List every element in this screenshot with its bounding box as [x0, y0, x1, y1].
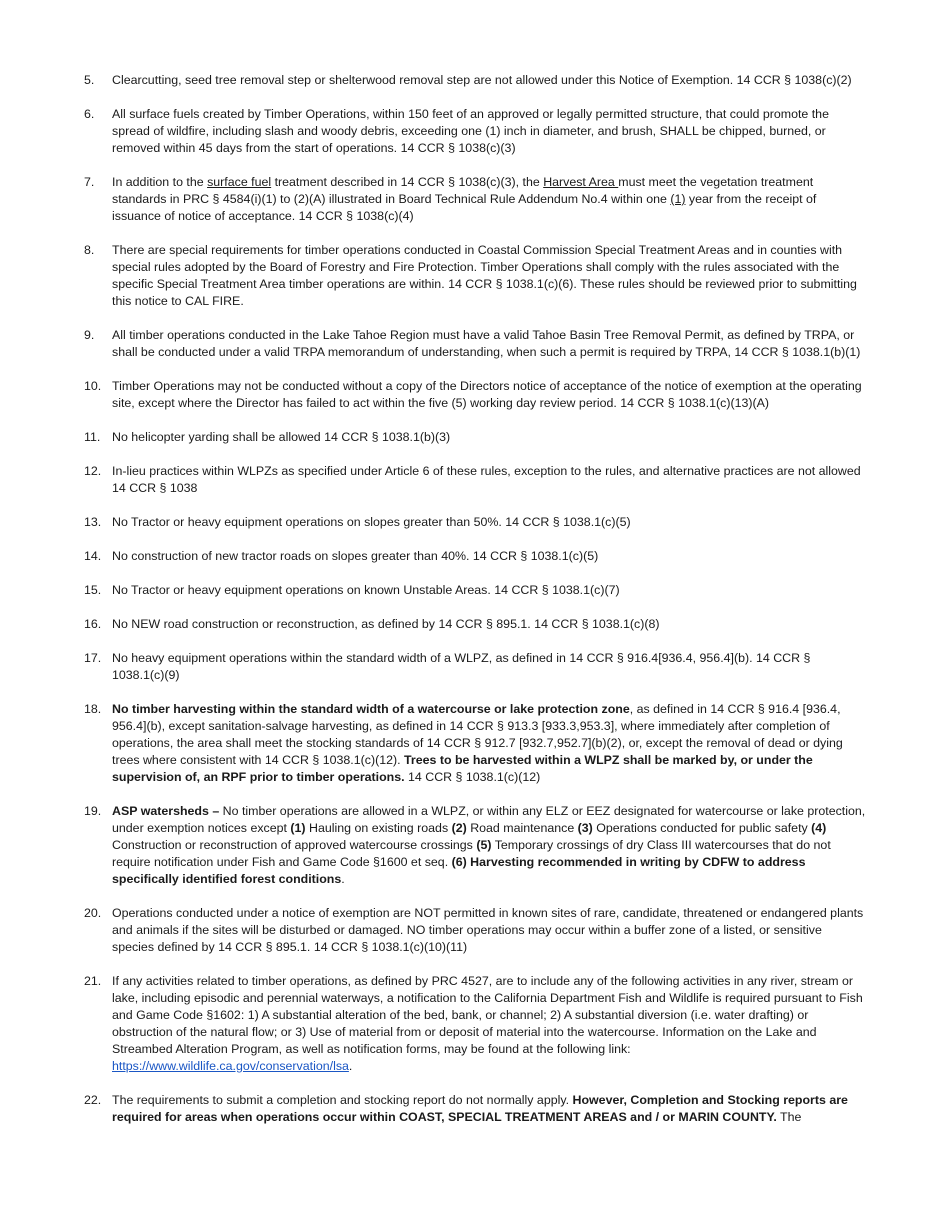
item-number: 21.: [84, 974, 102, 988]
underlined-text: surface fuel: [207, 175, 272, 189]
item-text: [112, 583, 620, 597]
item-text: [112, 1093, 848, 1124]
text-segment: Operations conducted under a notice of exemption are NOT permitted in known sites of rare, candidate, threatened or endangered plants and animals if the sites will be disturbed or damaged. NO timber operations may occur within a buffer zone of a listed, or sensitive species defined by 14 CCR § 895.1. 14 CCR § 1038.1(c)(10)(11): [112, 906, 864, 954]
bold-text: (6) Harvesting recommended in writing by CDFW to address specifically identified forest conditions: [112, 855, 806, 886]
underlined-text: Harvest Area: [543, 175, 619, 189]
text-segment: All surface fuels created by Timber Operations, within 150 feet of an approved or legally permitted structure, that could promote the spread of wildfire, including slash and woody debris, exceeding one (1) inch in diameter, and brush, SHALL be chipped, burned, or removed within 45 days from the start of operations. 14 CCR § 1038(c)(3): [112, 107, 829, 155]
text-segment: All timber operations conducted in the Lake Tahoe Region must have a valid Tahoe Basin Tree Removal Permit, as defined by TRPA, or shall be conducted under a valid TRPA memorandum of understanding, when such a permit is required by TRPA, 14 CCR § 1038.1(b)(1): [112, 328, 861, 359]
bold-text: However, Completion and Stocking reports are required for areas when operations occur within COAST, SPECIAL TREATMENT AREAS and / or MARIN COUNTY.: [112, 1093, 848, 1124]
list-item: [84, 106, 866, 157]
list-item: [84, 1092, 866, 1126]
item-number: 16.: [84, 617, 102, 631]
item-text: [112, 175, 816, 223]
text-segment: No heavy equipment operations within the standard width of a WLPZ, as defined in 14 CCR § 916.4[936.4, 956.4](b). 14 CCR § 1038.1(c)(9): [112, 651, 811, 682]
list-item: [84, 378, 866, 412]
text-segment: In-lieu practices within WLPZs as specified under Article 6 of these rules, exception to the rules, and alternative practices are not allowed 14 CCR § 1038: [112, 464, 861, 495]
text-segment: Construction or reconstruction of approved watercourse crossings: [112, 838, 477, 852]
item-text: [112, 243, 857, 308]
list-item: [84, 429, 866, 446]
list-item: [84, 72, 866, 89]
text-segment: In addition to the: [112, 175, 208, 189]
underlined-text: (1): [670, 192, 686, 206]
item-number: 15.: [84, 583, 102, 597]
text-segment: year from the receipt of issuance of notice of acceptance. 14 CCR § 1038(c)(4): [112, 192, 817, 223]
text-segment: .: [341, 872, 345, 886]
list-item: [84, 582, 866, 599]
text-segment: No Tractor or heavy equipment operations on slopes greater than 50%. 14 CCR § 1038.1(c)(5): [112, 515, 631, 529]
list-item: [84, 701, 866, 786]
text-segment: Hauling on existing roads: [305, 821, 452, 835]
item-text: [112, 328, 860, 359]
item-text: [112, 974, 863, 1073]
item-number: 9.: [84, 328, 95, 342]
item-text: [112, 804, 865, 886]
text-segment: Timber Operations may not be conducted without a copy of the Directors notice of acceptance of the notice of exemption at the operating site, except where the Director has failed to act within the five (5) working day review period. 14 CCR § 1038.1(c)(13)(A): [112, 379, 862, 410]
item-number: 19.: [84, 804, 102, 818]
list-item: [84, 327, 866, 361]
list-item: [84, 174, 866, 225]
list-item: [84, 548, 866, 565]
text-segment: 14 CCR § 1038.1(c)(12): [404, 770, 541, 784]
text-segment: must meet the vegetation treatment standards in PRC § 4584(i)(1) to (2)(A) illustrated in Board Technical Rule Addendum No.4 within one: [112, 175, 814, 206]
item-number: 17.: [84, 651, 102, 665]
bold-text: (2): [451, 821, 467, 835]
text-segment: No NEW road construction or reconstruction, as defined by 14 CCR § 895.1. 14 CCR § 1038.1(c)(8): [112, 617, 660, 631]
item-number: 5.: [84, 73, 95, 87]
list-item: [84, 514, 866, 531]
rules-list: [84, 72, 866, 1143]
item-text: [112, 549, 598, 563]
item-text: [112, 515, 631, 529]
item-number: 8.: [84, 243, 95, 257]
text-segment: treatment described in 14 CCR § 1038(c)(3), the: [271, 175, 544, 189]
item-text: [112, 702, 843, 784]
text-segment: There are special requirements for timber operations conducted in Coastal Commission Special Treatment Areas and in counties with special rules adopted by the Board of Forestry and Fire Protection. Timber Operations shall comply with the rules associated with the specific Special Treatment Area timber operations are within. 14 CCR § 1038.1(c)(6). These rules should be reviewed prior to submitting this notice to CAL FIRE.: [112, 243, 857, 308]
text-segment: No helicopter yarding shall be allowed 14 CCR § 1038.1(b)(3): [112, 430, 451, 444]
text-segment: Operations conducted for public safety: [592, 821, 812, 835]
item-number: 11.: [84, 430, 101, 444]
text-segment: .: [348, 1059, 353, 1073]
text-segment: , as defined in 14 CCR § 916.4 [936.4, 956.4](b), except sanitation-salvage harvesting, as defined in 14 CCR § 913.3 [933.3,953.3], where immediately after completion of operations, the area shall meet the stocking standards of 14 CCR § 912.7 [932.7,952.7](b)(2), or, except the removal of dead or dying trees where consistent with 14 CCR § 1038.1(c)(12).: [112, 702, 843, 767]
item-number: 18.: [84, 702, 102, 716]
text-segment: If any activities related to timber operations, as defined by PRC 4527, are to include any of the following activities in any river, stream or lake, including episodic and perennial waterways, a notification to the California Department Fish and Wildlife is required pursuant to Fish and Game Code §1602: 1) A substantial alteration of the bed, bank, or channel; 2) A substantial diversion (i.e. water drafting) or obstruction of the natural flow; or 3) Use of material from or deposit of material into the watercourse. Information on the Lake and Streambed Alteration Program, as well as notification forms, may be found at the following link:: [112, 974, 863, 1056]
text-segment: Clearcutting, seed tree removal step or shelterwood removal step are not allowed under this Notice of Exemption. 14 CCR § 1038(c)(2): [112, 73, 852, 87]
list-item: [84, 803, 866, 888]
list-item: [84, 650, 866, 684]
bold-text: (4): [811, 821, 827, 835]
bold-text: (5): [476, 838, 492, 852]
item-number: 20.: [84, 906, 102, 920]
item-number: 6.: [84, 107, 95, 121]
item-text: [112, 379, 862, 410]
bold-text: Trees to be harvested within a WLPZ shall be marked by, or under the supervision of, an RPF prior to timber operations.: [112, 753, 813, 784]
item-number: 13.: [84, 515, 102, 529]
item-text: [112, 73, 852, 87]
list-item: [84, 242, 866, 310]
text-segment: The requirements to submit a completion and stocking report do not normally apply.: [112, 1093, 573, 1107]
list-item: [84, 973, 866, 1075]
item-text: [112, 107, 829, 155]
text-segment: The: [776, 1110, 802, 1124]
item-text: [112, 617, 660, 631]
item-text: [112, 651, 810, 682]
text-segment: No Tractor or heavy equipment operations on known Unstable Areas. 14 CCR § 1038.1(c)(7): [112, 583, 620, 597]
list-item: [84, 616, 866, 633]
item-text: [112, 430, 450, 444]
item-number: 12.: [84, 464, 102, 478]
text-segment: Temporary crossings of dry Class III watercourses that do not require notification under Fish and Game Code §1600 et seq.: [112, 838, 831, 869]
list-item: [84, 463, 866, 497]
item-number: 14.: [84, 549, 102, 563]
item-number: 10.: [84, 379, 102, 393]
list-item: [84, 905, 866, 956]
text-segment: No timber operations are allowed in a WLPZ, or within any ELZ or EEZ designated for watercourse or lake protection, under exemption notices except: [112, 804, 866, 835]
bold-text: (1): [290, 821, 306, 835]
text-segment: No construction of new tractor roads on slopes greater than 40%. 14 CCR § 1038.1(c)(5): [112, 549, 599, 563]
bold-text: No timber harvesting within the standard width of a watercourse or lake protection zone: [112, 702, 630, 716]
item-text: [112, 906, 863, 954]
item-number: 22.: [84, 1093, 102, 1107]
bold-text: ASP watersheds –: [112, 804, 220, 818]
bold-text: (3): [577, 821, 593, 835]
text-segment: Road maintenance: [466, 821, 578, 835]
item-number: 7.: [84, 175, 95, 189]
item-text: [112, 464, 861, 495]
lsa-link[interactable]: https://www.wildlife.ca.gov/conservation/lsa: [112, 1059, 349, 1073]
